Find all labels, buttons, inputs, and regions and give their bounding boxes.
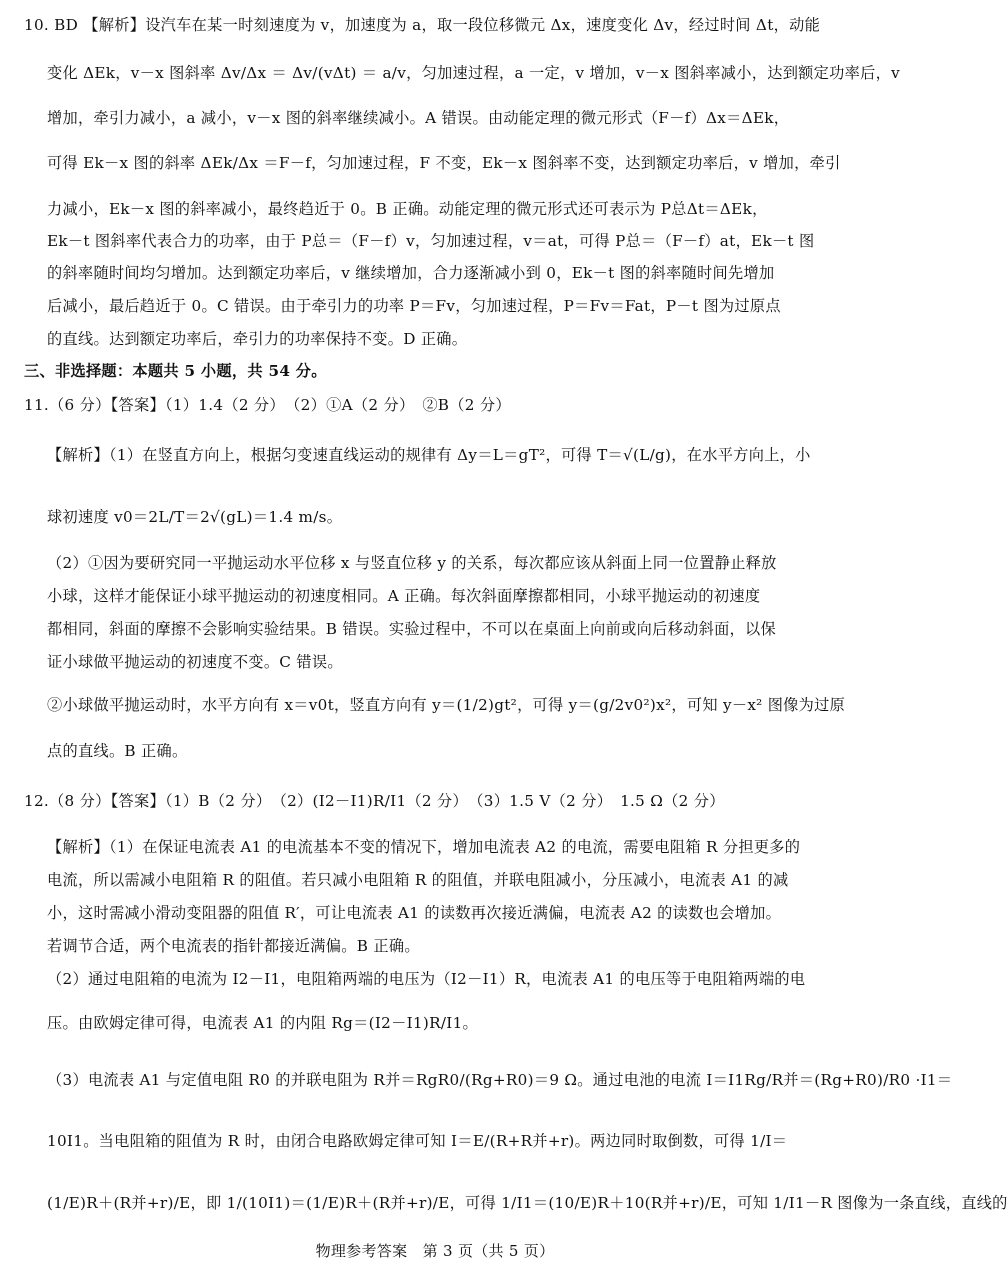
text-line: 球初速度 v0＝2L/T＝2√(gL)＝1.4 m/s。 <box>47 508 343 526</box>
text-line: 电流，所以需减小电阻箱 R 的阻值。若只减小电阻箱 R 的阻值，并联电阻减小，分压减小，电流表 A1 的减 <box>47 871 789 889</box>
text-line: 10. BD 【解析】设汽车在某一时刻速度为 v，加速度为 a，取一段位移微元 Δx，速度变化 Δv，经过时间 Δt，动能 <box>24 16 821 34</box>
text-line: 的斜率随时间均匀增加。达到额定功率后，v 继续增加，合力逐渐减小到 0，Ek－t 图的斜率随时间先增加 <box>47 264 775 282</box>
text-line: 变化 ΔEk，v－x 图斜率 Δv/Δx ＝ Δv/(vΔt) ＝ a/v，匀加速过程，a 一定，v 增加，v－x 图斜率减小，达到额定功率后，v <box>47 64 900 82</box>
text-line: 小，这时需减小滑动变阻器的阻值 R′，可让电流表 A1 的读数再次接近满偏，电流表 A2 的读数也会增加。 <box>47 904 782 922</box>
text-line: 三、非选择题：本题共 5 小题，共 54 分。 <box>24 362 327 380</box>
text-line: （3）电流表 A1 与定值电阻 R0 的并联电阻为 R并＝RgR0/(Rg+R0)＝9 Ω。通过电池的电流 I＝I1Rg/R并＝(Rg+R0)/R0 ·I1＝ <box>47 1071 953 1089</box>
text-line: 【解析】（1）在保证电流表 A1 的电流基本不变的情况下，增加电流表 A2 的电流，需要电阻箱 R 分担更多的 <box>47 838 801 856</box>
text-line: 力减小，Ek－x 图的斜率减小，最终趋近于 0。B 正确。动能定理的微元形式还可表示为 P总Δt＝ΔEk， <box>47 200 768 218</box>
text-line: 10I1。当电阻箱的阻值为 R 时，由闭合电路欧姆定律可知 I＝E/(R+R并+r)。两边同时取倒数，可得 1/I＝ <box>47 1132 788 1150</box>
text-line: 小球，这样才能保证小球平抛运动的初速度相同。A 正确。每次斜面摩擦都相同，小球平抛运动的初速度 <box>47 587 761 605</box>
text-line: 若调节合适，两个电流表的指针都接近满偏。B 正确。 <box>47 937 420 955</box>
text-line: 增加，牵引力减小，a 减小，v－x 图的斜率继续减小。A 错误。由动能定理的微元形式（F－f）Δx＝ΔEk， <box>47 109 790 127</box>
text-line: ②小球做平抛运动时，水平方向有 x＝v0t，竖直方向有 y＝(1/2)gt²，可得 y＝(g/2v0²)x²，可知 y－x² 图像为过原 <box>47 696 846 714</box>
text-line: 12.（8 分）【答案】（1）B（2 分） （2）(I2－I1)R/I1（2 分） （3）1.5 V（2 分） 1.5 Ω（2 分） <box>24 792 725 810</box>
text-line: （2）通过电阻箱的电流为 I2－I1，电阻箱两端的电压为（I2－I1）R，电流表 A1 的电压等于电阻箱两端的电 <box>47 970 806 988</box>
text-line: 的直线。达到额定功率后，牵引力的功率保持不变。D 正确。 <box>47 330 468 348</box>
text-line: （2）①因为要研究同一平抛运动水平位移 x 与竖直位移 y 的关系，每次都应该从斜面上同一位置静止释放 <box>47 554 777 572</box>
text-line: 点的直线。B 正确。 <box>47 742 188 760</box>
text-line: Ek－t 图斜率代表合力的功率，由于 P总＝（F－f）v，匀加速过程，v＝at，可得 P总＝（F－f）at，Ek－t 图 <box>47 232 815 250</box>
page-footer: 物理参考答案 第 3 页（共 5 页） <box>315 1242 555 1260</box>
text-line: (1/E)R＋(R并+r)/E，即 1/(10I1)＝(1/E)R＋(R并+r)/E，可得 1/I1＝(10/E)R＋10(R并+r)/E，可知 1/I1－R 图像为一条直线，直线的 <box>47 1194 1008 1212</box>
text-line: 都相同，斜面的摩擦不会影响实验结果。B 错误。实验过程中，不可以在桌面上向前或向后移动斜面，以保 <box>47 620 777 638</box>
text-line: 11.（6 分）【答案】（1）1.4（2 分） （2）①A（2 分） ②B（2 分） <box>24 396 511 414</box>
text-line: 后减小，最后趋近于 0。C 错误。由于牵引力的功率 P＝Fv，匀加速过程，P＝Fv＝Fat，P－t 图为过原点 <box>47 297 781 315</box>
text-line: 压。由欧姆定律可得，电流表 A1 的内阻 Rg＝(I2－I1)R/I1。 <box>47 1014 479 1032</box>
text-line: 【解析】（1）在竖直方向上，根据匀变速直线运动的规律有 Δy＝L＝gT²，可得 T＝√(L/g)，在水平方向上，小 <box>47 446 811 464</box>
text-line: 证小球做平抛运动的初速度不变。C 错误。 <box>47 653 343 671</box>
text-line: 可得 Ek－x 图的斜率 ΔEk/Δx ＝F－f，匀加速过程，F 不变，Ek－x 图斜率不变，达到额定功率后，v 增加，牵引 <box>47 154 841 172</box>
